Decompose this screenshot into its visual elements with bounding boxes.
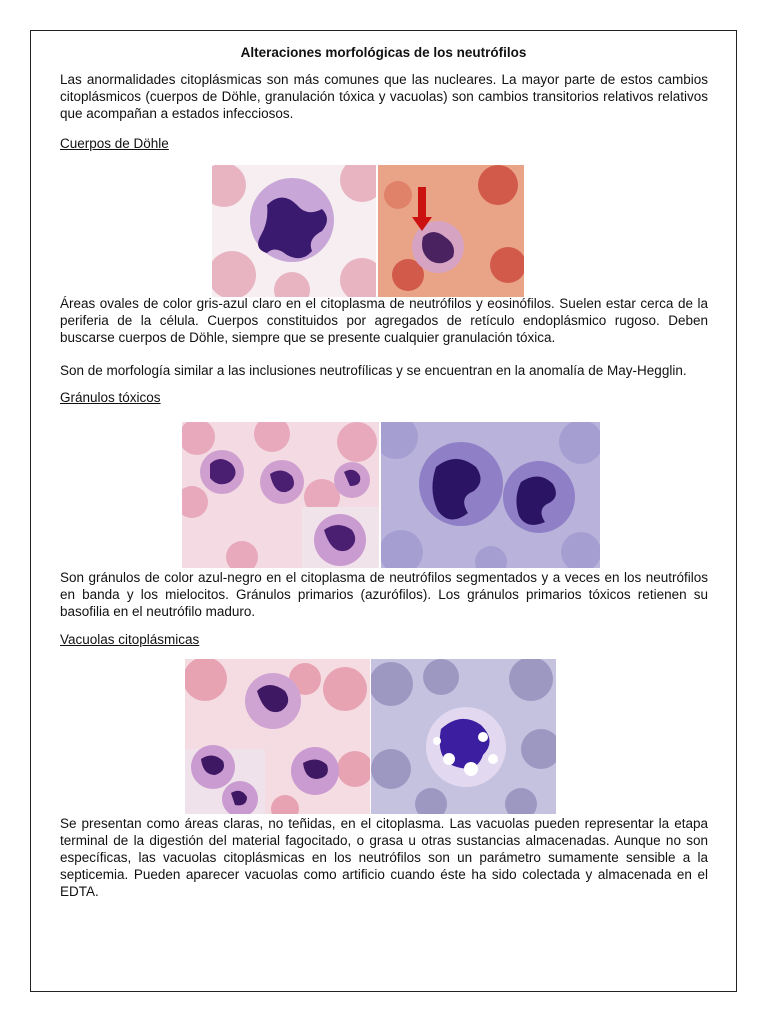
dohle-paragraph-1: Áreas ovales de color gris-azul claro en el citoplasma de neutrófilos y eosinófilos. Suelen estar cerca de la periferia de la célula. Cuerpos constituidos por agregados de retículo endoplásmico rugoso. Deben buscarse cuerpos de Döhle, siempre que se presente cualquier granulación tóxica. (60, 296, 708, 345)
intro-paragraph: Las anormalidades citoplásmicas son más comunes que las nucleares. La mayor parte de estos cambios citoplásmicos (cuerpos de Döhle, granulación tóxica y vacuolas) son cambios transitorios relativos relativos que acompañan a estados infecciosos. (60, 72, 708, 121)
micrograph-vacuoles-right (371, 659, 556, 814)
micrograph-toxic-right (381, 422, 600, 568)
micrograph-dohle-left (212, 165, 376, 297)
micrograph-toxic-left (182, 422, 379, 568)
dohle-paragraph-2: Son de morfología similar a las inclusiones neutrofílicas y se encuentran en la anomalía de May-Hegglin. (60, 363, 687, 378)
micrograph-dohle-right (378, 165, 524, 297)
heading-toxic-granules: Gránulos tóxicos (60, 390, 161, 405)
heading-vacuoles: Vacuolas citoplásmicas (60, 632, 200, 647)
micrograph-vacuoles-left (185, 659, 370, 814)
document-title: Alteraciones morfológicas de los neutrófilos (240, 45, 527, 60)
vacuoles-paragraph: Se presentan como áreas claras, no teñidas, en el citoplasma. Las vacuolas pueden representar la etapa terminal de la digestión del material fagocitado, o grasa u otras sustancias almacenadas. Aunque no son específicas, las vacuolas citoplásmicas en los neutrófilos son un parámetro sumamente sensible a la septicemia. Pueden aparecer vacuolas como artificio cuando éste ha sido colectada y almacenada en el EDTA. (60, 816, 708, 899)
toxic-paragraph: Son gránulos de color azul-negro en el citoplasma de neutrófilos segmentados y a veces en los neutrófilos en banda y los mielocitos. Gránulos primarios (azurófilos). Los gránulos primarios tóxicos retienen su basofilia en el neutrófilo maduro. (60, 570, 708, 619)
document-page (30, 30, 737, 992)
heading-dohle: Cuerpos de Döhle (60, 136, 169, 151)
